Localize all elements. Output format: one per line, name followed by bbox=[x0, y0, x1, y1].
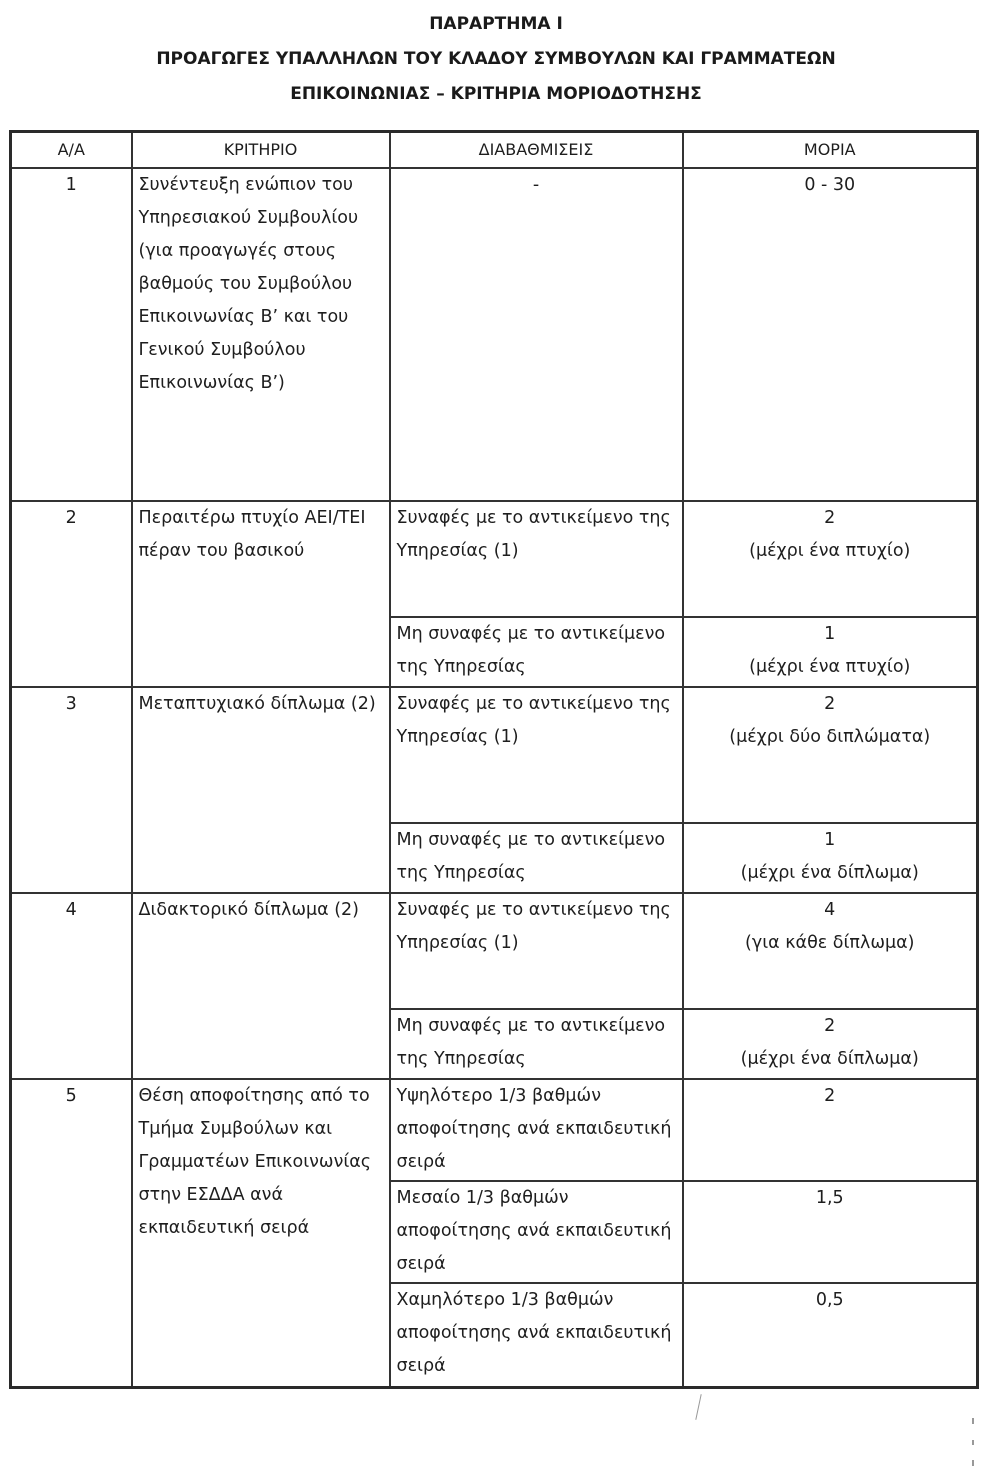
grading-cell: Μη συναφές με το αντικείμενο της Υπηρεσίας bbox=[390, 1009, 683, 1079]
column-header-criterion: ΚΡΙΤΗΡΙΟ bbox=[132, 132, 390, 169]
points-note: (μέχρι ένα πτυχίο) bbox=[749, 657, 911, 677]
points-cell bbox=[683, 1283, 978, 1387]
document-title-line-1: ΠΡΟΑΓΩΓΕΣ ΥΠΑΛΛΗΛΩΝ ΤΟΥ ΚΛΑΔΟΥ ΣΥΜΒΟΥΛΩΝ ΚΑΙ ΓΡΑΜΜΑΤΕΩΝ bbox=[156, 49, 836, 69]
table-row bbox=[11, 687, 978, 823]
grading-cell: Υψηλότερο 1/3 βαθμών αποφοίτησης ανά εκπαιδευτική σειρά bbox=[390, 1079, 683, 1181]
points-cell bbox=[683, 893, 978, 1009]
row-number: 2 bbox=[11, 501, 132, 687]
table-row bbox=[11, 893, 978, 1009]
document-title-line-2: ΕΠΙΚΟΙΝΩΝΙΑΣ – ΚΡΙΤΗΡΙΑ ΜΟΡΙΟΔΟΤΗΣΗΣ bbox=[290, 84, 702, 104]
points-value: 1 bbox=[824, 830, 836, 850]
points-note: (για κάθε δίπλωμα) bbox=[745, 933, 915, 953]
points-cell bbox=[683, 1181, 978, 1283]
column-header-aa: Α/Α bbox=[11, 132, 132, 169]
criterion-cell: Συνέντευξη ενώπιον του Υπηρεσιακού Συμβουλίου (για προαγωγές στους βαθμούς του Συμβούλου Επικοινωνίας Β’ και του Γενικού Συμβούλου Επικοινωνίας Β’) bbox=[132, 168, 390, 501]
points-cell bbox=[683, 687, 978, 823]
grading-cell: Συναφές με το αντικείμενο της Υπηρεσίας (1) bbox=[390, 501, 683, 617]
points-note: (μέχρι ένα δίπλωμα) bbox=[740, 1049, 919, 1069]
table-row bbox=[11, 168, 978, 501]
points-cell bbox=[683, 501, 978, 617]
points-value: 1 bbox=[824, 624, 836, 644]
grading-cell: - bbox=[390, 168, 683, 501]
scan-mark bbox=[695, 1394, 701, 1420]
column-header-grading: ΔΙΑΒΑΘΜΙΣΕΙΣ bbox=[390, 132, 683, 169]
points-cell bbox=[683, 1079, 978, 1181]
row-number: 5 bbox=[11, 1079, 132, 1387]
points-value: 4 bbox=[824, 900, 836, 920]
points-cell bbox=[683, 617, 978, 687]
criteria-table bbox=[9, 130, 979, 1389]
table-row bbox=[11, 501, 978, 617]
points-value: 2 bbox=[824, 1086, 836, 1106]
points-cell: 0 - 30 bbox=[683, 168, 978, 501]
points-note: (μέχρι ένα δίπλωμα) bbox=[740, 863, 919, 883]
grading-cell: Μεσαίο 1/3 βαθμών αποφοίτησης ανά εκπαιδευτική σειρά bbox=[390, 1181, 683, 1283]
scan-mark bbox=[972, 1460, 974, 1466]
points-value: 1,5 bbox=[815, 1188, 844, 1208]
points-note: (μέχρι δύο διπλώματα) bbox=[729, 727, 931, 747]
points-cell bbox=[683, 1009, 978, 1079]
points-note: (μέχρι ένα πτυχίο) bbox=[749, 541, 911, 561]
column-header-points: ΜΟΡΙΑ bbox=[683, 132, 978, 169]
row-number: 4 bbox=[11, 893, 132, 1079]
points-cell bbox=[683, 823, 978, 893]
criterion-cell: Διδακτορικό δίπλωμα (2) bbox=[132, 893, 390, 1079]
grading-cell: Μη συναφές με το αντικείμενο της Υπηρεσίας bbox=[390, 617, 683, 687]
criterion-cell: Περαιτέρω πτυχίο ΑΕΙ/ΤΕΙ πέραν του βασικού bbox=[132, 501, 390, 687]
grading-cell: Συναφές με το αντικείμενο της Υπηρεσίας (1) bbox=[390, 893, 683, 1009]
scan-mark bbox=[972, 1440, 974, 1445]
grading-cell: Χαμηλότερο 1/3 βαθμών αποφοίτησης ανά εκπαιδευτική σειρά bbox=[390, 1283, 683, 1387]
criterion-cell: Μεταπτυχιακό δίπλωμα (2) bbox=[132, 687, 390, 893]
row-number: 1 bbox=[11, 168, 132, 501]
table-header-row bbox=[11, 132, 978, 169]
grading-cell: Συναφές με το αντικείμενο της Υπηρεσίας (1) bbox=[390, 687, 683, 823]
grading-cell: Μη συναφές με το αντικείμενο της Υπηρεσίας bbox=[390, 823, 683, 893]
scan-mark bbox=[972, 1418, 974, 1424]
points-value: 2 bbox=[824, 508, 836, 528]
points-value: 0,5 bbox=[815, 1290, 844, 1310]
table-row bbox=[11, 1079, 978, 1181]
row-number: 3 bbox=[11, 687, 132, 893]
points-value: 2 bbox=[824, 1016, 836, 1036]
annex-title: ΠΑΡΑΡΤΗΜΑ Ι bbox=[429, 14, 563, 34]
points-value: 2 bbox=[824, 694, 836, 714]
criterion-cell: Θέση αποφοίτησης από το Τμήμα Συμβούλων και Γραμματέων Επικοινωνίας στην ΕΣΔΔΑ ανά εκπαιδευτική σειρά bbox=[132, 1079, 390, 1387]
